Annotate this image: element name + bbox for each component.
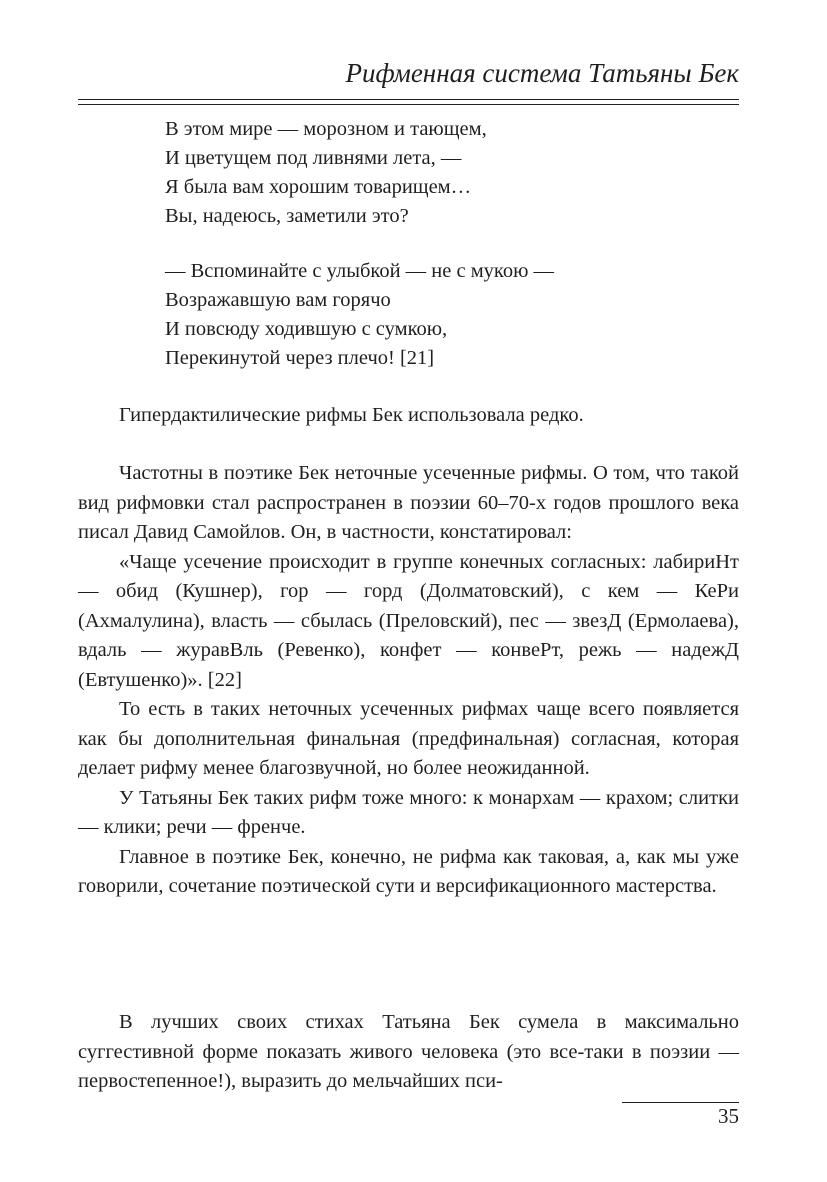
body-text-block-1 (78, 401, 739, 431)
poem-stanza-1 (165, 115, 487, 231)
poem-line: Перекинутой через плечо! [21] (165, 347, 435, 369)
paragraph: Гипердактилические рифмы Бек использовала редко. (119, 404, 584, 426)
page-number: 35 (718, 1104, 739, 1128)
paragraph: У Татьяны Бек таких рифм тоже много: к монархам — крахом; слитки — клики; речи — френче. (78, 786, 739, 838)
quotation-paragraph: «Чаще усечение происходит в группе конечных согласных: лабириНт — обид (Кушнер), гор — горд (Долматовский), с кем — КеРи (Ахмалулина), власть — сбылась (Преловский), пес — звезД (Ермолаева), вдаль — журавВль (Ревенко), конфет — конвеРт, режь — надежД (Евтушенко)». [22] (78, 550, 739, 691)
body-text-block-2 (78, 459, 739, 902)
poem-line: В этом мире — морозном и тающем, (165, 118, 487, 140)
running-header: Рифменная система Татьяны Бек (345, 58, 739, 88)
header-rule-top (78, 99, 739, 100)
header-rule-bottom (78, 104, 739, 105)
paragraph: Главное в поэтике Бек, конечно, не рифма как таковая, а, как мы уже говорили, сочетание поэтической сути и версификационного мастерства. (78, 845, 739, 897)
poem-line: Я была вам хорошим товарищем… (165, 176, 472, 198)
paragraph: В лучших своих стихах Татьяна Бек сумела в максимально суггестивной форме показать живого человека (это все-таки в поэзии — первостепенное!), выразить до мельчайших пси- (78, 1011, 739, 1092)
poem-line: И повсюду ходившую с сумкою, (165, 318, 448, 340)
poem-line: Вы, надеюсь, заметили это? (165, 205, 409, 227)
poem-line: — Вспоминайте с улыбкой — не с мукою — (165, 260, 555, 282)
poem-line: Возражавшую вам горячо (165, 289, 391, 311)
paragraph: Частотны в поэтике Бек неточные усеченные рифмы. О том, что такой вид рифмовки стал распространен в поэзии 60–70-х годов прошлого века писал Давид Самойлов. Он, в частности, констатировал: (78, 462, 739, 543)
paragraph: То есть в таких неточных усеченных рифмах чаще всего появляется как бы дополнительная финальная (предфинальная) согласная, которая делает рифму менее благозвучной, но более неожиданной. (78, 698, 739, 779)
poem-stanza-2 (165, 257, 554, 373)
poem-line: И цветущем под ливнями лета, — (165, 147, 462, 169)
body-text-block-3 (78, 1008, 739, 1097)
